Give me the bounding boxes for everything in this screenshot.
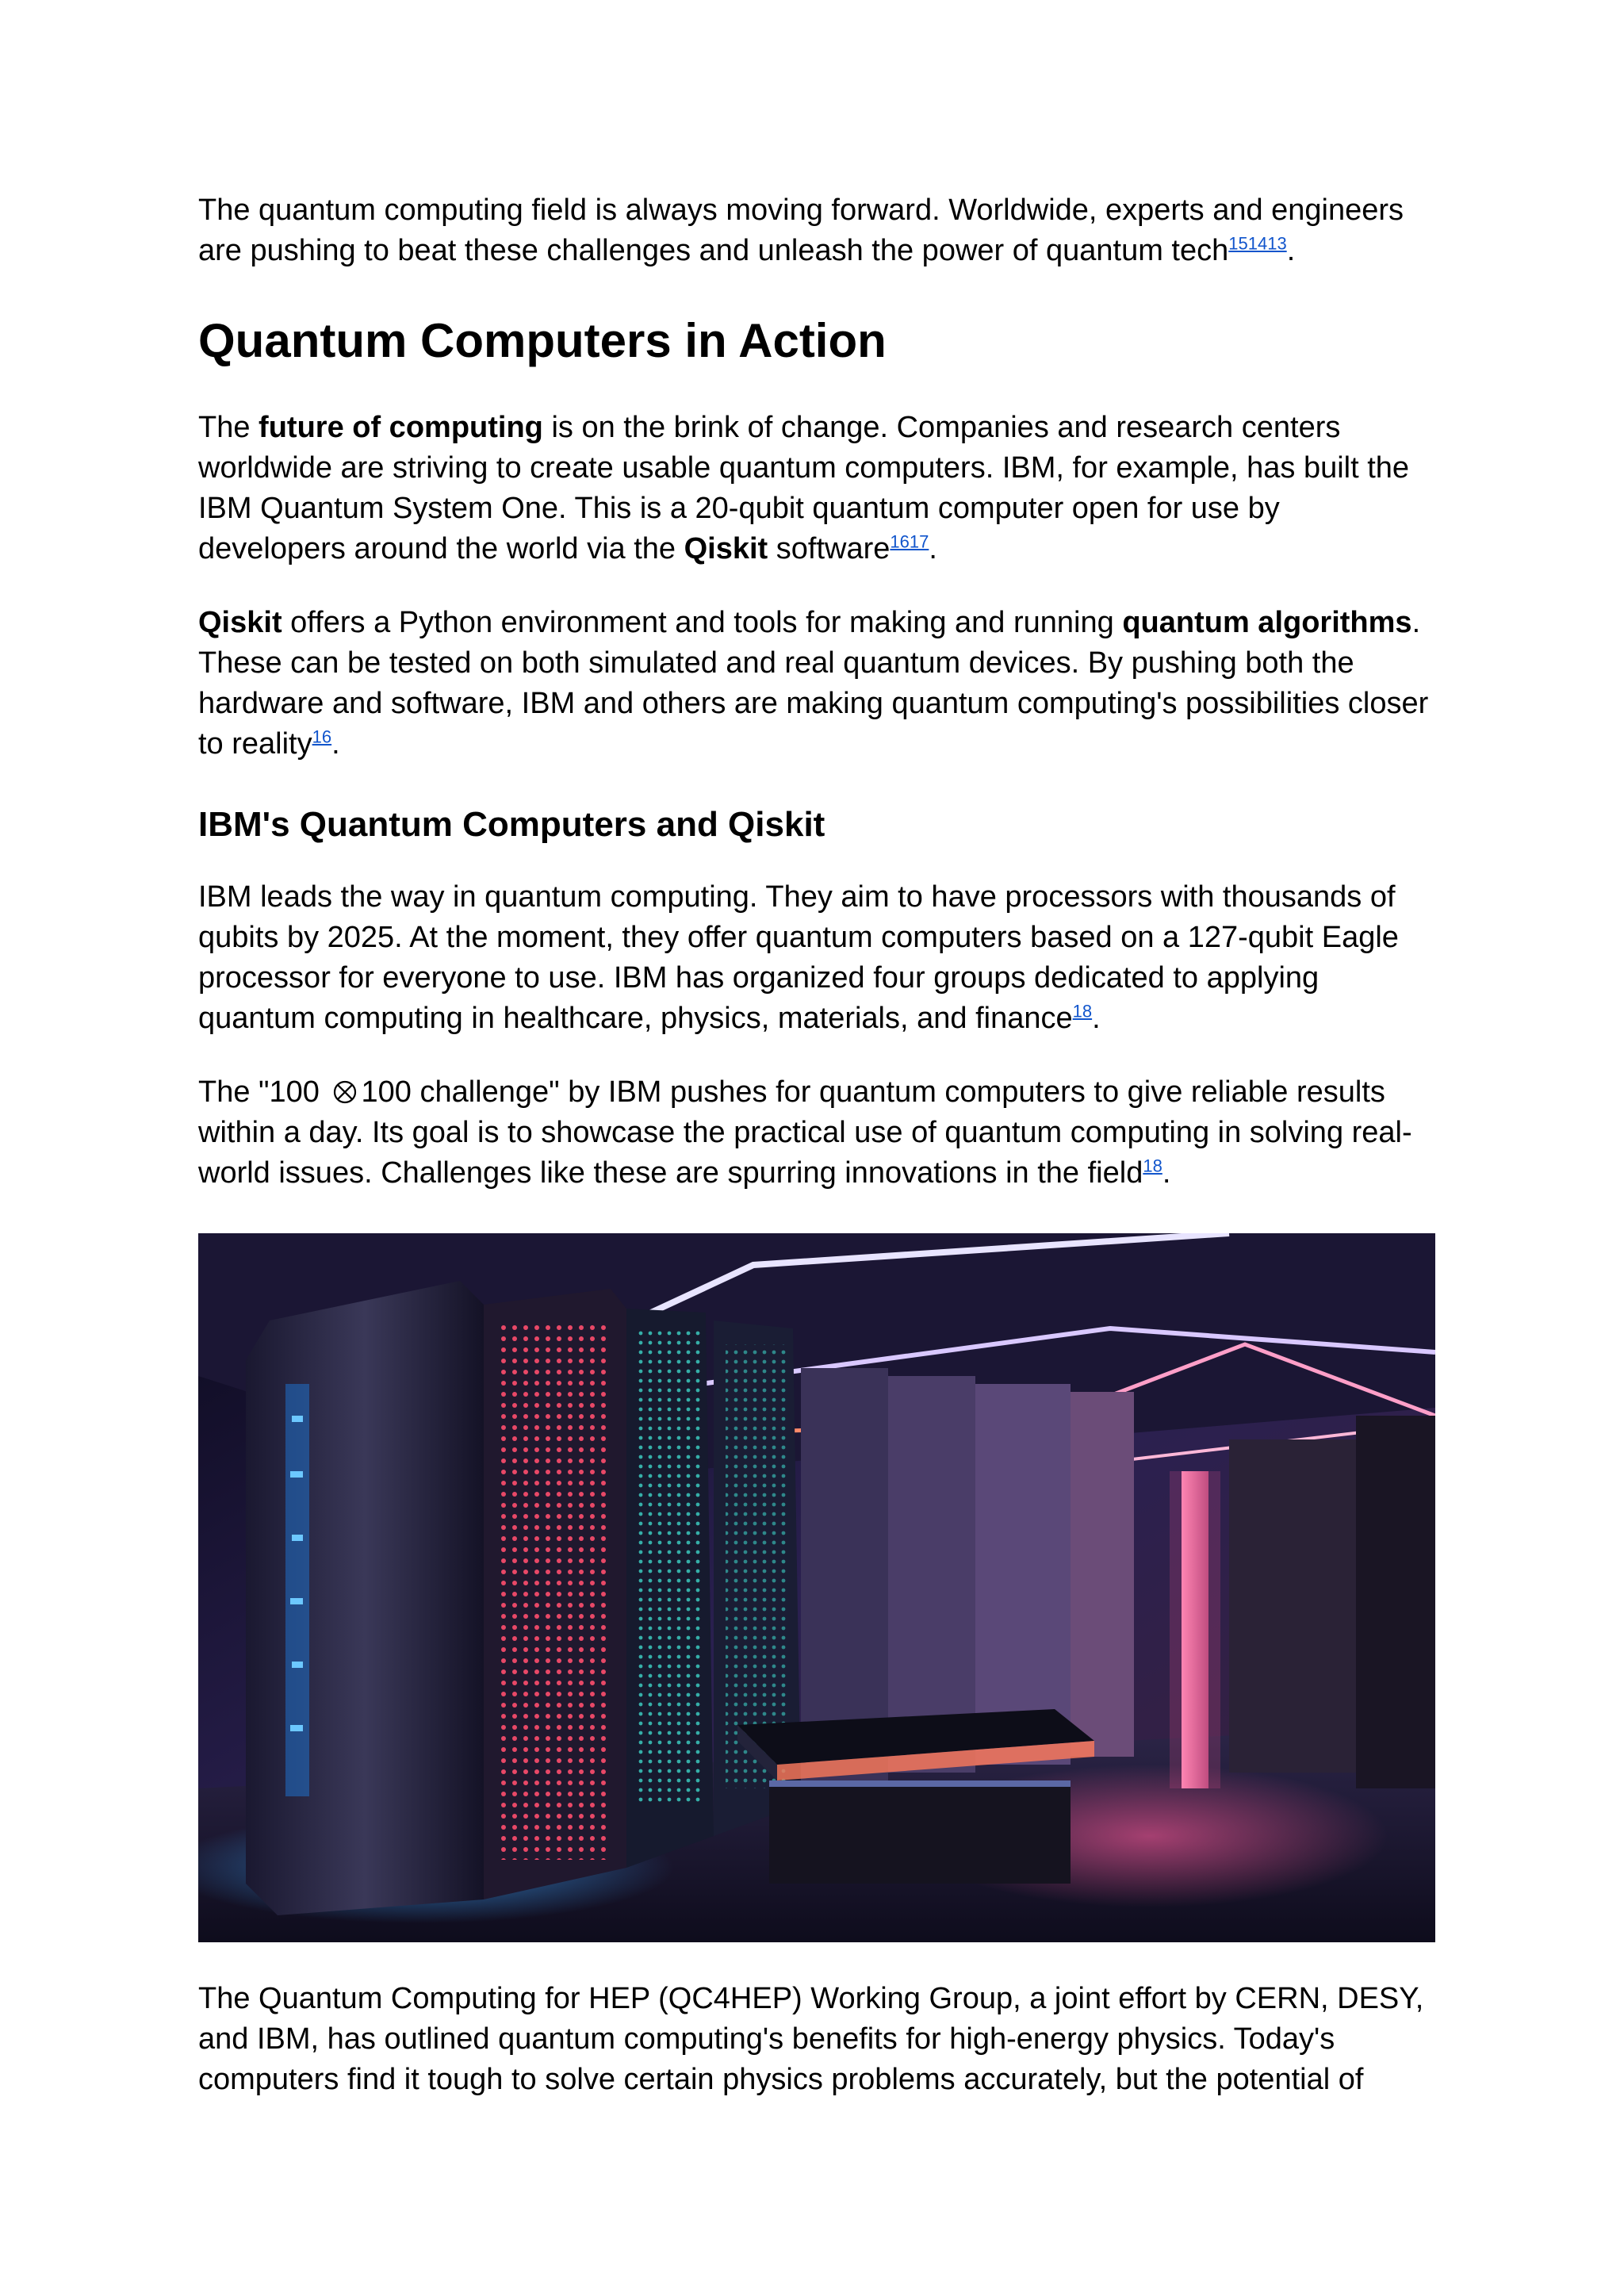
text-run: The <box>198 411 259 444</box>
subsection-paragraph-1 <box>198 877 1435 1039</box>
citation-ref <box>890 531 929 551</box>
citation-ref <box>312 726 331 746</box>
text-run: The "100 <box>198 1075 328 1109</box>
quantum-computer-room-image <box>198 1233 1435 1942</box>
citation-link[interactable]: 151413 <box>1228 233 1287 254</box>
text-run: The Quantum Computing for HEP (QC4HEP) Working Group, a joint effort by CERN, DESY, and IBM, has outlined quantum computing's benefits for high-energy physics. Today's computers find it tough to solve certain physics problems accurately, but the potential of <box>198 1982 1424 2096</box>
bold-run: Qiskit <box>198 606 282 639</box>
period: . <box>1162 1156 1171 1190</box>
bold-run: future of computing <box>259 411 543 444</box>
quantum-lab-illustration <box>198 1233 1435 1942</box>
citation-ref <box>1143 1156 1162 1175</box>
citation-link[interactable]: 1617 <box>890 531 929 552</box>
section-heading: Quantum Computers in Action <box>198 314 887 367</box>
subsection-paragraph-2 <box>198 1072 1435 1194</box>
bold-run: Qiskit <box>684 532 768 565</box>
document-page <box>198 190 1435 2100</box>
period: . <box>929 532 937 565</box>
citation-link[interactable]: 16 <box>312 726 332 747</box>
period: . <box>331 727 340 761</box>
bold-run: quantum algorithms <box>1122 606 1412 639</box>
text-run: IBM leads the way in quantum computing. They aim to have processors with thousands of qubits by 2025. At the moment, they offer quantum computers based on a 127-qubit Eagle processor for everyone to use. IBM has organized four groups dedicated to applying quantum computing in healthcare, physics, materials, and finance <box>198 880 1399 1035</box>
text-run: software <box>768 532 891 565</box>
text-run: . These can be tested on both simulated and real quantum devices. By pushing both the hardware and software, IBM and others are making quantum computing's possibilities closer to reality <box>198 606 1429 761</box>
citation-link[interactable]: 18 <box>1143 1156 1162 1176</box>
subsection-paragraph-3 <box>198 1979 1435 2100</box>
citation-ref <box>1073 1001 1092 1021</box>
citation-link[interactable]: 18 <box>1072 1001 1093 1022</box>
period: . <box>1286 234 1296 267</box>
period: . <box>1092 1002 1101 1035</box>
citation-ref <box>1228 233 1286 253</box>
text-run: offers a Python environment and tools for making and running <box>282 606 1123 639</box>
section-paragraph-1 <box>198 408 1435 569</box>
subsection-heading: IBM's Quantum Computers and Qiskit <box>198 805 825 844</box>
text-run: is on the brink of change. Companies and research centers worldwide are striving to create usable quantum computers. IBM, for example, has built the IBM Quantum System One. This is a 20-qubit quantum computer open for use by developers around the world via the <box>198 411 1410 565</box>
circled-times-icon <box>333 1080 357 1104</box>
intro-text: The quantum computing field is always moving forward. Worldwide, experts and engineers are pushing to beat these challenges and unleash the power of quantum tech <box>198 194 1404 267</box>
intro-paragraph <box>198 190 1435 271</box>
section-paragraph-2 <box>198 603 1435 765</box>
text-run: 100 challenge" by IBM pushes for quantum computers to give reliable results within a day. Its goal is to showcase the practical use of quantum computing in solving real-world issues. Challenges like these are spurring innovations in the field <box>198 1075 1412 1190</box>
